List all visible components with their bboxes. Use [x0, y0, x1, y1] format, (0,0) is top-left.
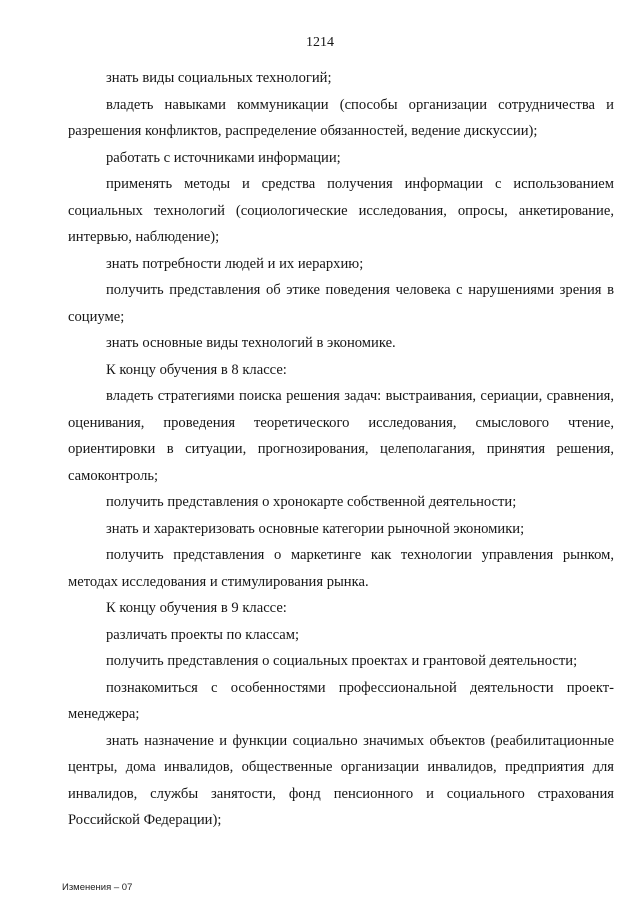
paragraph: получить представления о социальных проектах и грантовой деятельности;	[106, 653, 578, 669]
paragraph: знать и характеризовать основные категории рыночной экономики;	[106, 520, 525, 537]
page-number: 1214	[306, 35, 334, 50]
paragraph: знать виды социальных технологий;	[106, 70, 332, 86]
section-heading-grade-9: К концу обучения в 9 классе:	[106, 600, 287, 616]
paragraph: получить представления о хронокарте собственной деятельности;	[106, 494, 517, 510]
section-heading-grade-8: К концу обучения в 8 классе:	[106, 361, 287, 378]
paragraph: применять методы и средства получения информации с использованием социальных технологий (социологические исследования, опросы, анкетирование, интервью, наблюдение);	[68, 176, 614, 245]
paragraph: владеть стратегиями поиска решения задач: выстраивания, сериации, сравнения, оценивания, проведения теоретического исследования, смыслового чтение, ориентировки в ситуации, прогнозирования, целеполагания, принятия решения, самоконтроль;	[68, 388, 614, 484]
paragraph: работать с источниками информации;	[106, 149, 341, 166]
paragraph: владеть навыками коммуникации (способы организации сотрудничества и разрешения конфликтов, распределение обязанностей, ведение дискуссии);	[68, 96, 614, 139]
paragraph: получить представления о маркетинге как технологии управления рынком, методах исследования и стимулирования рынка.	[68, 547, 614, 590]
paragraph: знать назначение и функции социально значимых объектов (реабилитационные центры, дома инвалидов, общественные организации инвалидов, предприятия для инвалидов, службы занятости, фонд пенсионного и социального страхования Российской Федерации);	[68, 732, 614, 828]
paragraph: получить представления об этике поведения человека с нарушениями зрения в социуме;	[68, 282, 614, 325]
paragraph: знать основные виды технологий в экономике.	[106, 335, 396, 351]
paragraph: различать проекты по классам;	[106, 626, 300, 643]
paragraph: познакомиться с особенностями профессиональной деятельности проект-менеджера;	[68, 679, 614, 722]
paragraph: знать потребности людей и их иерархию;	[106, 255, 364, 272]
document-body	[68, 65, 614, 834]
footer-revision: Изменения – 07	[62, 882, 133, 893]
